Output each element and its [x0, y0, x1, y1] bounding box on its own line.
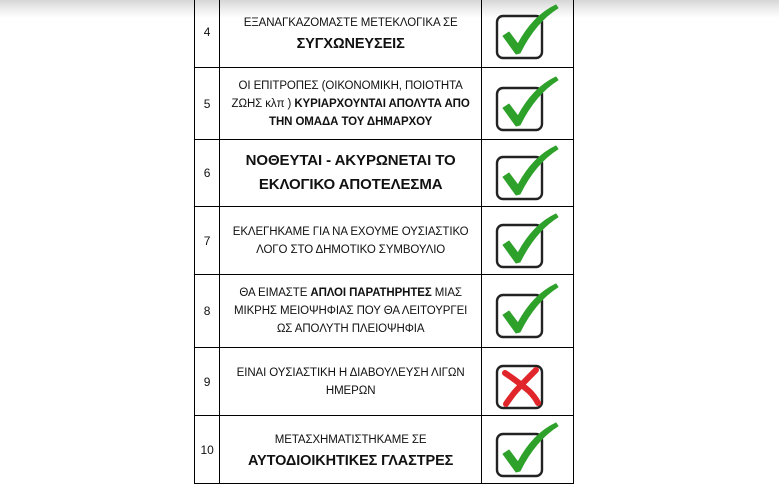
row-text-line: ΩΣ ΑΠΟΛΥΤΗ ΠΛΕΙΟΨΗΦΙΑ [276, 323, 425, 335]
row-text-line-bold: ΣΥΓΧΩΝΕΥΣΕΙΣ [296, 35, 405, 52]
table-row [195, 348, 574, 416]
row-mark-cell [482, 275, 574, 348]
row-text [220, 0, 482, 68]
table-row [195, 68, 574, 140]
row-text-line: ΟΙ ΕΠΙΤΡΟΠΕΣ (ΟΙΚΟΝΟΜΙΚΗ, ΠΟΙΟΤΗΤΑ [238, 79, 463, 92]
row-mark-cell [482, 348, 574, 416]
row-number: 5 [195, 68, 220, 140]
row-text-line [220, 95, 481, 113]
row-number: 8 [195, 275, 220, 348]
row-text-line: ΕΚΛΕΓΗΚΑΜΕ ΓΙΑ ΝΑ ΕΧΟΥΜΕ ΟΥΣΙΑΣΤΙΚΟ [232, 225, 469, 238]
row-number: 10 [195, 416, 220, 484]
row-text [220, 140, 482, 207]
row-text [220, 275, 482, 348]
row-text-line-bold: ΝΟΘΕΥΤΑΙ - ΑΚΥΡΩΝΕΤΑΙ ΤΟ [245, 152, 456, 169]
row-text [220, 207, 482, 275]
row-mark-cell [482, 68, 574, 140]
row-text-line: ΜΙΚΡΗΣ ΜΕΙΟΨΗΦΙΑΣ ΠΟΥ ΘΑ ΛΕΙΤΟΥΡΓΕΙ [234, 305, 468, 317]
row-mark-cell [482, 0, 574, 68]
row-number: 6 [195, 140, 220, 207]
checkmark-icon [494, 282, 564, 340]
row-text-fragment: ΜΙΑΣ [431, 287, 462, 299]
row-text-fragment: ΖΩΗΣ κλπ ) [231, 97, 295, 110]
row-text [220, 348, 482, 416]
row-text-line: ΕΙΝΑΙ ΟΥΣΙΑΣΤΙΚΗ Η ΔΙΑΒΟΥΛΕΥΣΗ ΛΙΓΩΝ [236, 366, 465, 379]
checkmark-icon [494, 75, 564, 133]
checkmark-icon [494, 144, 564, 202]
table-row [195, 275, 574, 348]
row-mark-cell [482, 140, 574, 207]
table-row [195, 207, 574, 275]
row-mark-cell [482, 416, 574, 484]
row-text-line [220, 284, 481, 302]
row-text-line: ΗΜΕΡΩΝ [325, 384, 376, 397]
row-text-line: ΕΞΑΝΑΓΚΑΖΟΜΑΣΤΕ ΜΕΤΕΚΛΟΓΙΚΑ ΣΕ [243, 16, 458, 29]
row-mark-cell [482, 207, 574, 275]
table-row [195, 416, 574, 484]
row-text [220, 416, 482, 484]
row-text-line-bold: ΑΥΤΟΔΙΟΙΚΗΤΙΚΕΣ ΓΛΑΣΤΡΕΣ [248, 452, 454, 469]
comparison-table [194, 0, 574, 484]
row-text-line-bold: ΤΗΝ ΟΜΑΔΑ ΤΟΥ ΔΗΜΑΡΧΟΥ [269, 115, 433, 128]
table-row [195, 140, 574, 207]
table-row [195, 0, 574, 68]
row-text-line-bold: ΕΚΛΟΓΙΚΟ ΑΠΟΤΕΛΕΣΜΑ [258, 176, 443, 193]
checkmark-icon [494, 3, 564, 61]
row-number: 7 [195, 207, 220, 275]
cross-mark-icon [494, 353, 564, 411]
row-text-line: ΜΕΤΑΣΧΗΜΑΤΙΣΤΗΚΑΜΕ ΣΕ [274, 433, 427, 446]
row-text-fragment-bold: ΚΥΡΙΑΡΧΟΥΝΤΑΙ ΑΠΟΛΥΤΑ ΑΠΟ [294, 97, 470, 110]
row-number: 4 [195, 0, 220, 68]
row-text-fragment-bold: ΑΠΛΟΙ ΠΑΡΑΤΗΡΗΤΕΣ [310, 287, 432, 299]
row-text-fragment: ΘΑ ΕΙΜΑΣΤΕ [239, 287, 311, 299]
checkmark-icon [494, 212, 564, 270]
checkmark-icon [494, 421, 564, 479]
row-text [220, 68, 482, 140]
row-number: 9 [195, 348, 220, 416]
row-text-line: ΛΟΓΟ ΣΤΟ ΔΗΜΟΤΙΚΟ ΣΥΜΒΟΥΛΙΟ [256, 243, 446, 256]
